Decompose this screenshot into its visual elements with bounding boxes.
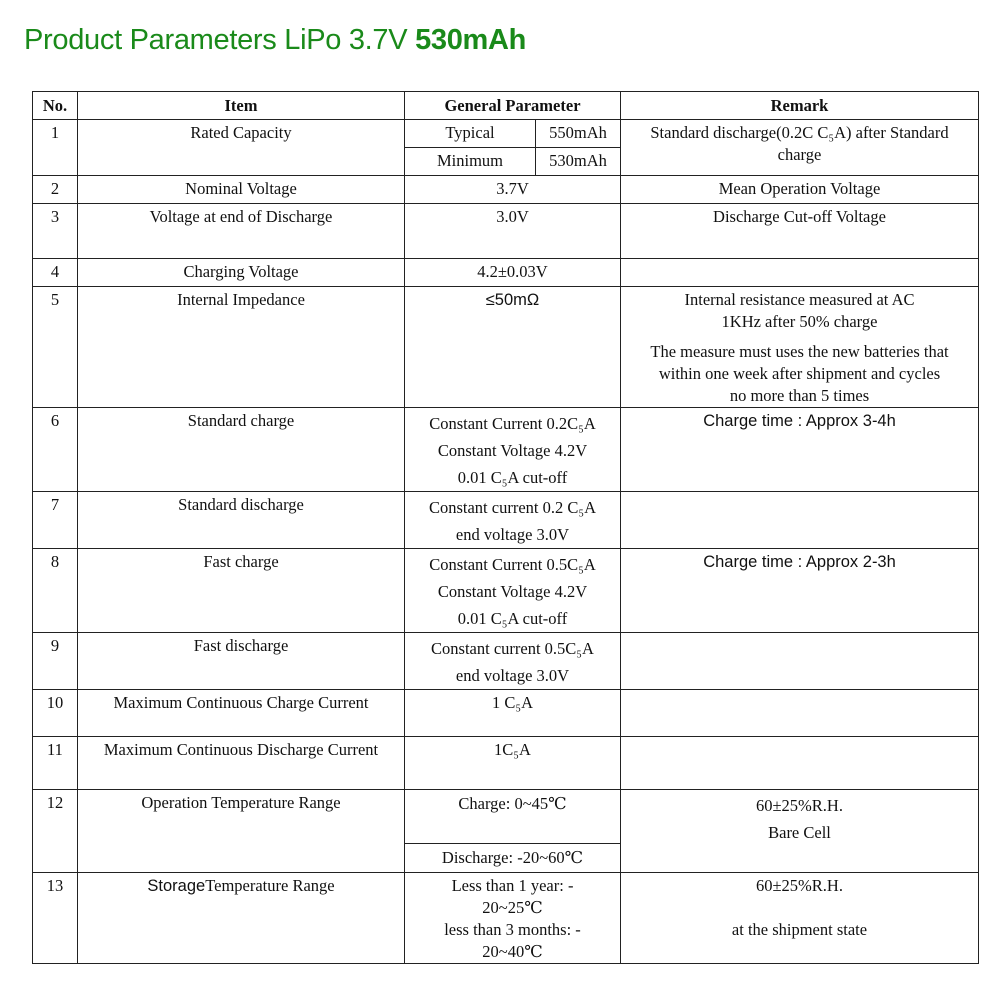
row-param: 3.0V [405,204,621,259]
param-charge: Charge: 0~45℃ [405,790,620,844]
row-item: Internal Impedance [78,287,405,408]
table-row [33,287,979,408]
table-row [33,549,979,633]
row-item: Fast charge [78,549,405,633]
row-no: 6 [33,408,78,492]
param-line: 20~40℃ [482,942,543,961]
param-label: Typical [405,120,536,147]
param-line: 0.01 C₅A cut-off [457,468,568,487]
row-item: Fast discharge [78,633,405,690]
row-param [405,549,621,633]
row-param [405,120,621,176]
row-param [405,492,621,549]
row-remark: Mean Operation Voltage [621,176,979,204]
item-text: Temperature Range [205,876,335,895]
param-value: 550mAh [549,123,607,142]
row-item: Standard discharge [78,492,405,549]
param-line: Constant Voltage 4.2V [437,582,588,601]
param-line: 20~25℃ [482,898,543,917]
row-param: 3.7V [405,176,621,204]
row-remark [621,633,979,690]
param-line: end voltage 3.0V [455,666,570,685]
param-line: Less than 1 year: - [451,876,574,895]
remark-line: no more than 5 times [729,386,870,405]
row-item: Rated Capacity [78,120,405,176]
remark-line: 60±25%R.H. [756,796,843,815]
row-remark [621,287,979,408]
row-no: 13 [33,873,78,964]
header-no: No. [33,92,78,120]
param-line: 0.01 C₅A cut-off [457,609,568,628]
row-item: Charging Voltage [78,259,405,287]
param-line: end voltage 3.0V [455,525,570,544]
remark-line: 1KHᴢ after 50% charge [721,312,878,331]
table-row [33,690,979,737]
item-prefix: Storage [147,877,206,895]
title-capacity: 530mAh [415,24,527,56]
table-row [33,408,979,492]
remark-line: charge [777,145,822,164]
page-title [24,24,526,57]
row-param: 4.2±0.03V [405,259,621,287]
row-item [78,873,405,964]
param-discharge: Discharge: -20~60℃ [441,848,584,867]
param-line: Constant Current 0.2C₅A [429,414,596,433]
param-line: Constant current 0.2 C₅A [428,498,597,517]
remark-line: at the shipment state [731,920,868,939]
remark-line [625,897,974,919]
row-remark [621,259,979,287]
table-row [33,204,979,259]
table-row [33,873,979,964]
row-no: 10 [33,690,78,737]
row-remark [621,790,979,873]
row-item: Voltage at end of Discharge [78,204,405,259]
param-line: Constant Voltage 4.2V [437,441,588,460]
remark-gap [625,333,974,341]
row-no: 4 [33,259,78,287]
row-no: 1 [33,120,78,176]
row-remark [621,492,979,549]
row-item: Maximum Continuous Charge Current [78,690,405,737]
row-param: ≤50mΩ [405,287,621,408]
table-row [33,176,979,204]
table-row [33,120,979,176]
param-label: Minimum [405,148,536,175]
remark-line: Bare Cell [768,823,831,842]
row-no: 5 [33,287,78,408]
table-row [33,492,979,549]
param-value: 530mAh [549,151,607,170]
remark-line: 60±25%R.H. [756,876,843,895]
row-param [405,790,621,873]
row-no: 3 [33,204,78,259]
param-line: Constant current 0.5C₅A [431,639,594,658]
remark-line: within one week after shipment and cycles [658,364,941,383]
parameters-table [32,91,979,964]
row-param: 1 C₅A [405,690,621,737]
row-no: 8 [33,549,78,633]
remark-line: The measure must uses the new batteries that [650,342,949,361]
row-no: 7 [33,492,78,549]
row-item: Operation Temperature Range [78,790,405,873]
param-line: Constant Current 0.5C₅A [429,555,596,574]
row-item: Nominal Voltage [78,176,405,204]
row-remark [621,737,979,790]
header-row [33,92,979,120]
header-remark: Remark [621,92,979,120]
remark-line: Standard discharge(0.2C C₅A) after Standard [650,123,949,142]
row-item: Standard charge [78,408,405,492]
table-row [33,737,979,790]
row-remark: Charge time : Approx 2-3h [621,549,979,633]
param-subrow-typical [405,120,620,148]
row-no: 2 [33,176,78,204]
header-item: Item [78,92,405,120]
row-param [405,408,621,492]
row-no: 11 [33,737,78,790]
row-no: 9 [33,633,78,690]
row-item: Maximum Continuous Discharge Current [78,737,405,790]
title-prefix: Product Parameters LiPo 3.7V [24,24,416,56]
remark-line: Internal resistance measured at AC [684,290,915,309]
row-remark: Discharge Cut-off Voltage [621,204,979,259]
row-remark [621,690,979,737]
table-row [33,790,979,873]
table-row [33,633,979,690]
param-subrow-minimum [405,148,620,175]
param-line: less than 3 months: - [444,920,581,939]
row-remark: Charge time : Approx 3-4h [621,408,979,492]
row-param: 1C₅A [405,737,621,790]
row-no: 12 [33,790,78,873]
row-remark [621,873,979,964]
header-general-parameter: General Parameter [405,92,621,120]
row-remark [621,120,979,176]
row-param [405,633,621,690]
table-row [33,259,979,287]
row-param [405,873,621,964]
